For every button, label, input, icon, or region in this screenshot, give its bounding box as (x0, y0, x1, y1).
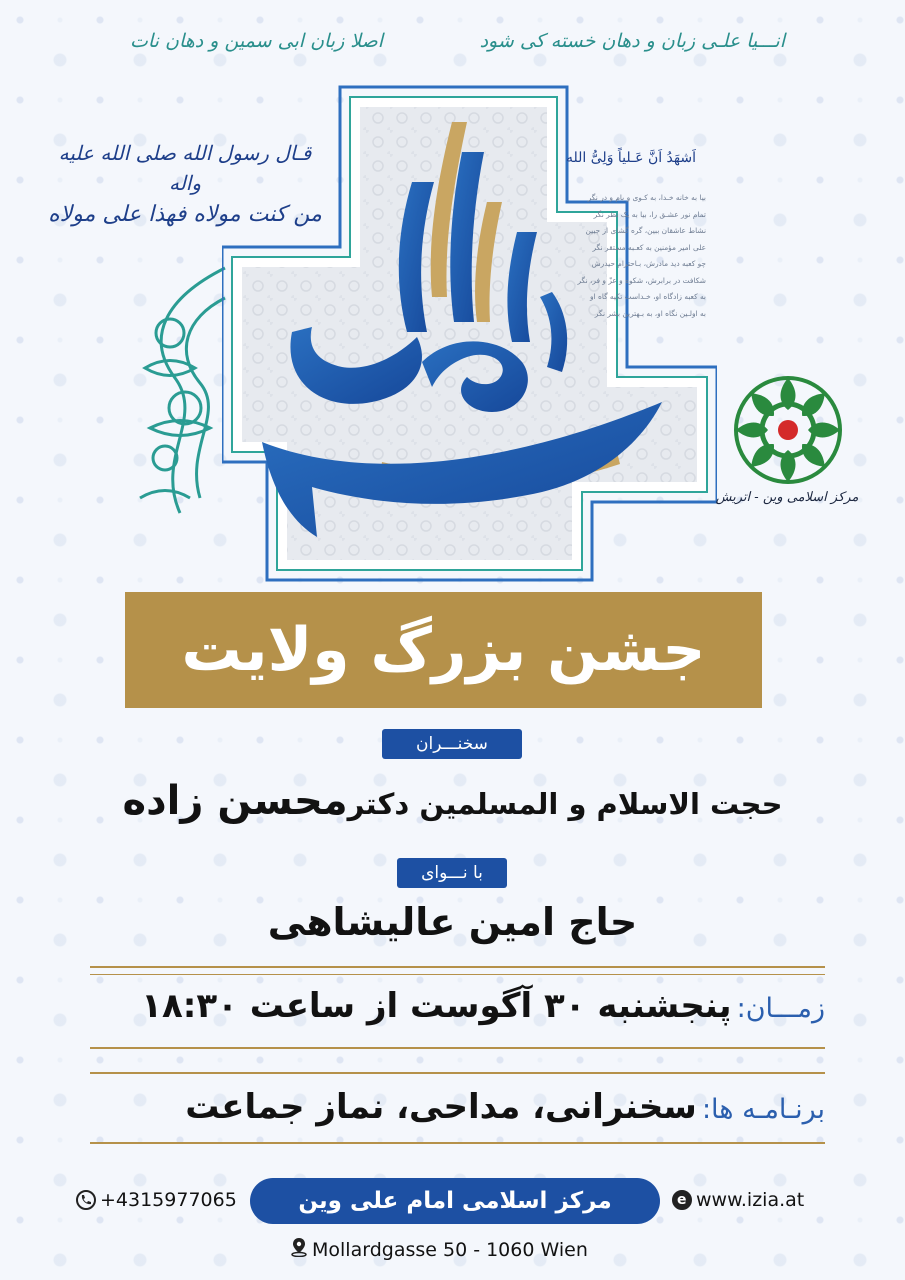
web-icon: e (672, 1190, 692, 1210)
phone-contact[interactable] (76, 1189, 237, 1211)
hadith-line-1: قـال رسول الله صلی الله علیه واله (58, 141, 312, 195)
poem-block (556, 190, 706, 322)
divider (90, 966, 825, 968)
program-value: سخنرانی، مداحی، نماز جماعت (185, 1087, 697, 1127)
with-voice-label: با نـــوای (397, 858, 507, 888)
singer-name: حاج امین عالیشاهی (267, 900, 638, 944)
speaker-title: حجت الاسلام و المسلمین دکتر (347, 787, 783, 821)
shahadat-text: اَشهَدُ اَنَّ عَـلیاً وَلِیُّ الله (566, 150, 696, 166)
divider (90, 1142, 825, 1144)
poem-line: نشاط عاشقان ببین، گره گشای از جبین (585, 226, 706, 235)
logo-caption: مرکز اسلامی وین - اتریش (715, 490, 859, 505)
address-text: Mollardgasse 50 - 1060 Wien (312, 1238, 588, 1261)
address-line (290, 1237, 588, 1262)
poem-line: چو کعبه دید مادرش، بـاحترام حیدرش (591, 259, 706, 268)
website-contact[interactable] (672, 1189, 804, 1211)
poem-line: به اولـین نگاه او، به بـهترین بشر نگر (594, 308, 706, 318)
program-label: برنـامـه ها: (701, 1094, 825, 1125)
program-row (80, 1087, 825, 1127)
time-value: پنجشنبه ۳۰ آگوست از ساعت ۱۸:۳۰ (141, 986, 732, 1026)
top-right-calligraphy: انـــیا علـی زبان و دهان خسته کی شود (479, 30, 785, 52)
speakers-label: سخنـــران (382, 729, 522, 759)
top-left-calligraphy: اصلا زبان ابی سمین و دهان نات (130, 30, 384, 52)
speaker-name: محسن زاده (122, 778, 348, 824)
time-label: زمـــان: (736, 993, 825, 1024)
location-pin-icon (290, 1237, 308, 1262)
phone-number: +4315977065 (100, 1189, 237, 1211)
poem-line: بیا به خانه خـدا، به کـوی و بام و در نگر (587, 193, 706, 202)
center-name: مرکز اسلامی امام علی وین (298, 1188, 612, 1214)
poem-line: علی امیر مؤمنین به کعـبه مستقر نگر (592, 242, 706, 252)
poem-line: شکافت در برابرش، شکوه و عزّ و فر، نگر (577, 275, 706, 285)
islamic-center-logo-icon (728, 370, 848, 490)
hadith-line-2: من کنت مولاه فهذا علی مولاه (48, 202, 322, 227)
divider (90, 974, 825, 975)
website-url: www.izia.at (696, 1189, 805, 1211)
poem-line: به کعبه زادگاه او، خـداست تکیه گاه او (589, 292, 706, 301)
event-title: جشن بزرگ ولایت (181, 615, 706, 685)
poem-line: تمام نور عشـق را، بیا به یک نظر نگر (593, 209, 706, 219)
event-title-banner (125, 592, 762, 708)
divider (90, 1072, 825, 1074)
speaker-line (40, 778, 865, 824)
divider (90, 1047, 825, 1049)
phone-icon (76, 1190, 96, 1210)
teal-ornament-icon (125, 258, 235, 523)
time-row (80, 986, 825, 1026)
center-name-pill (250, 1178, 660, 1224)
